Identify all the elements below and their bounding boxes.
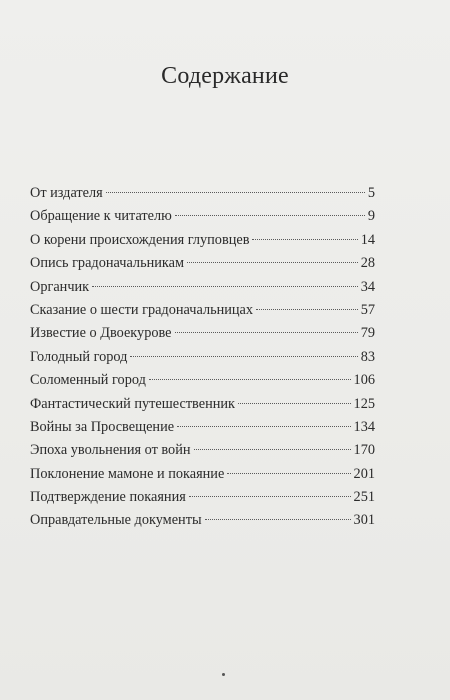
toc-entry-title: Обращение к читателю — [30, 208, 172, 225]
toc-entry-page: 170 — [353, 442, 375, 459]
toc-entry-title: Голодный город — [30, 348, 128, 365]
toc-entry-page: 5 — [367, 185, 375, 201]
toc-entry-page: 201 — [353, 465, 375, 482]
dot-leader — [189, 496, 351, 497]
toc-entry-title: Войны за Просвещение — [30, 418, 175, 435]
dot-leader — [177, 426, 350, 427]
table-of-contents — [30, 182, 375, 533]
toc-entry — [30, 182, 375, 205]
toc-entry-title: Поклонение мамоне и покаяние — [30, 465, 225, 482]
dot-leader — [175, 215, 365, 216]
print-mark — [222, 673, 225, 676]
toc-entry — [30, 299, 375, 322]
dot-leader — [205, 519, 351, 520]
toc-entry — [30, 439, 375, 462]
toc-entry-title: От издателя — [30, 185, 103, 201]
toc-entry-page: 57 — [360, 301, 375, 318]
toc-entry-title: Соломенный город — [30, 372, 146, 389]
toc-entry-page: 14 — [360, 231, 375, 248]
dot-leader — [227, 473, 350, 474]
toc-entry — [30, 393, 375, 416]
toc-entry-page: 83 — [360, 348, 375, 365]
toc-entry — [30, 346, 375, 369]
toc-entry — [30, 276, 375, 299]
toc-entry-page: 106 — [353, 372, 375, 389]
toc-entry-page: 134 — [353, 418, 375, 435]
toc-entry-page: 79 — [360, 325, 375, 342]
toc-entry — [30, 369, 375, 392]
toc-entry — [30, 463, 375, 486]
page-title: Содержание — [161, 63, 289, 89]
dot-leader — [194, 449, 351, 450]
toc-entry-title: Подтверждение покаяния — [30, 489, 186, 506]
dot-leader — [252, 239, 357, 240]
toc-entry-title: Оправдательные документы — [30, 512, 202, 529]
toc-entry-page: 34 — [360, 278, 375, 295]
toc-entry-title: Органчик — [30, 278, 90, 295]
toc-entry-title: Сказание о шести градоначальницах — [30, 301, 254, 318]
toc-entry — [30, 229, 375, 252]
toc-entry-title: Опись градоначальникам — [30, 255, 185, 272]
toc-entry — [30, 252, 375, 275]
toc-entry — [30, 322, 375, 345]
dot-leader — [149, 379, 351, 380]
toc-entry-page: 251 — [353, 489, 375, 506]
toc-entry — [30, 509, 375, 532]
dot-leader — [238, 403, 351, 404]
toc-entry — [30, 416, 375, 439]
dot-leader — [106, 192, 365, 193]
dot-leader — [130, 356, 357, 357]
dot-leader — [175, 332, 358, 333]
toc-entry-title: О корени происхождения глуповцев — [30, 231, 250, 248]
toc-entry-title: Эпоха увольнения от войн — [30, 442, 191, 459]
toc-entry-page: 28 — [360, 255, 375, 272]
toc-entry — [30, 486, 375, 509]
toc-entry-page: 125 — [353, 395, 375, 412]
toc-entry-title: Фантастический путешественник — [30, 395, 235, 412]
dot-leader — [256, 309, 358, 310]
toc-entry-page: 9 — [367, 208, 375, 225]
dot-leader — [187, 262, 358, 263]
toc-entry — [30, 205, 375, 228]
toc-entry-page: 301 — [353, 512, 375, 529]
dot-leader — [92, 286, 358, 287]
toc-entry-title: Известие о Двоекурове — [30, 325, 172, 342]
